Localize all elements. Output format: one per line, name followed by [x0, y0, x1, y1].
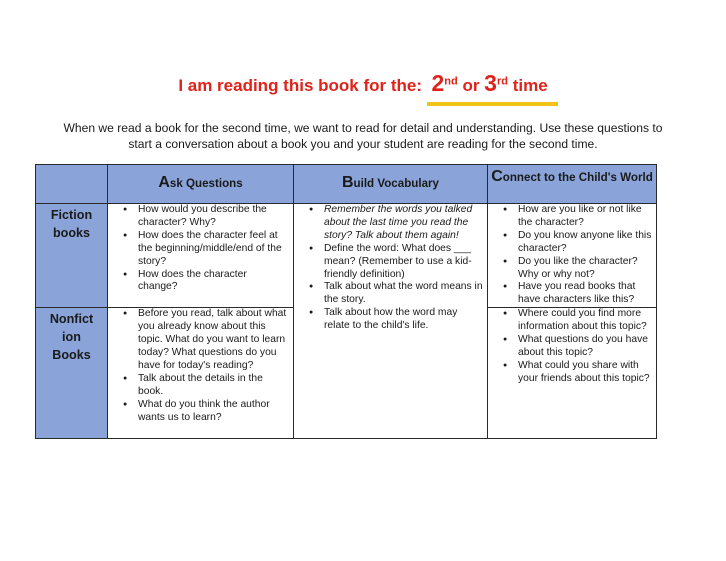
fiction-label-line1: Fiction [50, 208, 93, 222]
nonfiction-connect-cell [488, 308, 657, 439]
nonfiction-label-line3: Books [52, 348, 91, 363]
connect-header [488, 165, 657, 204]
fiction-row [36, 204, 657, 308]
list-item: ● Do you know anyone like this character? [518, 230, 652, 256]
list-item: ● What do you think the author wants us to learn? [138, 399, 289, 425]
list-item: ● Talk about what the word means in the story. [324, 281, 483, 307]
build-header-initial: B [341, 174, 354, 191]
fiction-label-line2: books [52, 226, 91, 240]
nonfiction-label-line2: ion [62, 330, 81, 345]
list-item: ● Talk about the details in the book. [138, 373, 289, 399]
list-item: ● How does the character feel at the beginning/middle/end of the story? [138, 230, 289, 269]
title-suffix: time [512, 76, 548, 95]
fiction-row-header [36, 204, 108, 308]
list-item: ● Before you read, talk about what you already know about this topic. What do you want to learn today? What questions do you have for today's reading? [138, 308, 289, 373]
title-second-number: 3 [484, 70, 497, 96]
title-time-choice [431, 70, 547, 97]
list-item: ● Define the word: What does ___ mean? (Remember to use a kid-friendly definition) [324, 243, 483, 282]
ask-questions-header [108, 165, 294, 204]
title-or: or [462, 76, 480, 95]
list-item: ● How does the character change? [138, 269, 289, 295]
build-vocabulary-header [294, 165, 488, 204]
title-second-suffix: rd [496, 75, 508, 88]
title-prefix: I am reading this book for the: [178, 76, 422, 95]
vocabulary-cell [294, 204, 488, 439]
list-item: ● What questions do you have about this topic? [518, 334, 652, 360]
list-item: ● Talk about how the word may relate to the child's life. [324, 307, 483, 333]
list-item: ● How are you like or not like the character? [518, 204, 652, 230]
list-item: ● What could you share with your friends about this topic? [518, 360, 652, 386]
ask-header-initial: A [158, 174, 170, 191]
connect-header-rest: onnect to the Child's World [502, 171, 653, 184]
intro-paragraph: When we read a book for the second time, we want to read for detail and understanding. Use these questions to start a conversation about a book you and your student are reading for the second time. [63, 121, 663, 151]
title-first-number: 2 [431, 70, 445, 96]
build-header-rest: uild Vocabulary [353, 177, 440, 190]
corner-cell [36, 165, 108, 204]
conversation-guide-table [35, 164, 657, 439]
list-item: ● Remember the words you talked about the last time you read the story? Talk about them again! [324, 204, 483, 243]
list-item: ● Do you like the character? Why or why not? [518, 256, 652, 282]
connect-header-initial: C [491, 168, 503, 185]
ask-header-rest: sk Questions [169, 177, 243, 190]
nonfiction-ask-cell [108, 308, 294, 439]
title-first-suffix: nd [444, 75, 458, 88]
title-underline [427, 102, 557, 106]
fiction-ask-cell [108, 204, 294, 308]
page-title [0, 70, 726, 97]
nonfiction-label-line1: Nonfict [49, 312, 94, 327]
list-item: ● Where could you find more information about this topic? [518, 308, 652, 334]
header-row [36, 165, 657, 204]
fiction-connect-cell [488, 204, 657, 308]
list-item: ● Have you read books that have characters like this? [518, 281, 652, 307]
list-item: ● How would you describe the character? Why? [138, 204, 289, 230]
nonfiction-row-header [36, 308, 108, 439]
